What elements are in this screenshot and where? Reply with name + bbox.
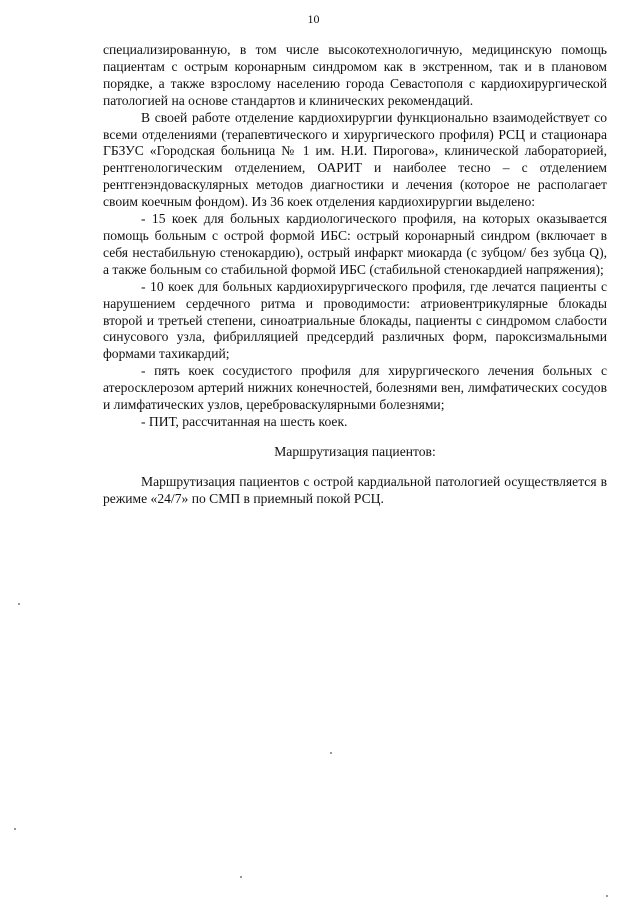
document-body [103,42,607,508]
scan-speck [240,876,242,878]
scan-speck [18,603,20,605]
scan-speck [330,752,332,754]
page-number: 10 [307,12,320,26]
paragraph-intro-continuation: специализированную, в том числе высокотехнологичную, медицинскую помощь пациентам с острым коронарным синдромом как в экстренном, так и в плановом порядке, а также взрослому населению города Севастополя с кардиохирургической патологией на основе стандартов и клинических рекомендаций. [103,42,607,108]
scan-speck [606,895,608,897]
paragraph-interaction: В своей работе отделение кардиохирургии функционально взаимодействует со всеми отделениями (терапевтического и хирургического профиля) РСЦ и стационара ГБЗУС «Городская больница № 1 им. Н.И. Пирогова», клинической лабораторией, рентгенологическим отделением, ОАРИТ и наиболее тесно – с отделением рентгенэндоваскулярных методов диагностики и лечения (которое не располагает своим коечным фондом). Из 36 коек отделения кардиохирургии выделено: [103,109,607,210]
list-item-cardiology-beds: - 15 коек для больных кардиологического профиля, на которых оказывается помощь больным с острой формой ИБС: острый коронарный синдром (включает в себя нестабильную стенокардию), острый инфаркт миокарда (с зубцом/ без зубца Q), а также больным со стабильной формой ИБС (стабильной стенокардией напряжения); [103,211,607,277]
list-item-cardiosurgery-beds: - 10 коек для больных кардиохирургического профиля, где лечатся пациенты с нарушением сердечного ритма и проводимости: атриовентрикулярные блокады второй и третьей степени, синоатриальные блокады, пациенты с синдромом слабости синусового узла, фибрилляцией предсердий различных форм, пароксизмальными формами тахикардий; [103,278,607,362]
list-item-vascular-beds: - пять коек сосудистого профиля для хирургического лечения больных с атеросклерозом артерий нижних конечностей, болезнями вен, лимфатических сосудов и лимфатических узлов, цереброваскулярными болезнями; [103,363,607,413]
list-item-icu: - ПИТ, рассчитанная на шесть коек. [141,413,348,429]
section-heading: Маршрутизация пациентов: [274,443,436,459]
paragraph-routing: Маршрутизация пациентов с острой кардиальной патологией осуществляется в режиме «24/7» по СМП в приемный покой РСЦ. [103,473,607,506]
scan-speck [14,828,16,830]
